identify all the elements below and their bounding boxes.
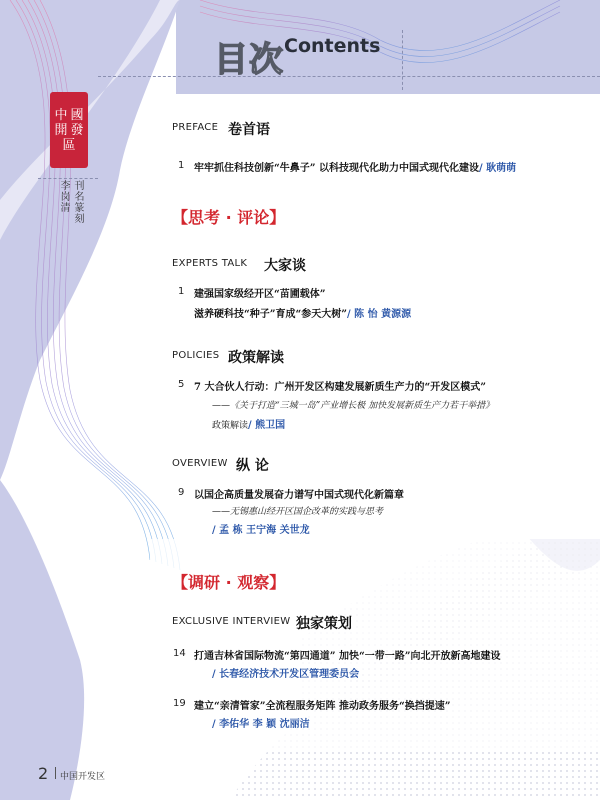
entry-subtitle: ——无锡惠山经开区国企改革的实践与思考 xyxy=(212,507,384,517)
page-title-en: Contents xyxy=(284,35,381,57)
entry-author: / 陈 怡 黄源源 xyxy=(347,309,412,320)
seal-char: 中 xyxy=(54,107,68,123)
header-guide-line xyxy=(98,76,600,77)
entry-title-line3[interactable]: 政策解读/ 熊卫国 xyxy=(212,420,286,431)
section-en-exclusive: EXCLUSIVE INTERVIEW xyxy=(172,616,291,627)
section-cn-preface: 卷首语 xyxy=(228,122,270,138)
seal-char: 國 xyxy=(70,107,84,123)
section-en-experts: EXPERTS TALK xyxy=(172,258,248,269)
page-title-cn: 目次 xyxy=(214,40,284,80)
seal-guide-line xyxy=(38,178,98,179)
footer-divider xyxy=(55,767,56,779)
entry-author: / 李佑华 李 颖 沈丽洁 xyxy=(212,719,310,730)
entry-title-line2[interactable]: 滋养硬科技“种子”育成“参天大树”/ 陈 怡 黄源源 xyxy=(194,309,412,320)
entry-author: / 孟 栋 王宁海 关世龙 xyxy=(212,525,310,536)
credit-line1: 刊名篆刻 xyxy=(72,180,83,224)
magazine-seal-logo xyxy=(50,92,88,168)
entry-title[interactable]: 牢牢抓住科技创新“牛鼻子” 以科技现代化助力中国式现代化建设/ 耿萌萌 xyxy=(194,163,517,174)
entry-author: / 耿萌萌 xyxy=(479,163,517,174)
section-cn-overview: 纵 论 xyxy=(236,458,269,474)
section-cn-policies: 政策解读 xyxy=(228,350,284,366)
entry-author: / 长春经济技术开发区管理委员会 xyxy=(212,669,360,680)
seal-char: 開 xyxy=(54,122,68,138)
section-en-policies: POLICIES xyxy=(172,350,220,361)
section-en-overview: OVERVIEW xyxy=(172,458,228,469)
entry-title[interactable]: 打通吉林省国际物流“第四通道” 加快“一带一路”向北开放新高地建设 xyxy=(194,651,501,662)
section-en-preface: PREFACE xyxy=(172,122,219,133)
header-guide-vertical xyxy=(402,30,403,90)
entry-author: / 熊卫国 xyxy=(248,420,286,431)
section-cn-experts: 大家谈 xyxy=(264,258,306,274)
category-heading-thinking: 【思考 · 评论】 xyxy=(172,208,286,227)
seal-char: 發 xyxy=(70,122,84,138)
seal-char: 區 xyxy=(62,137,76,153)
category-heading-research: 【调研 · 观察】 xyxy=(172,573,286,592)
entry-page: 14 xyxy=(173,648,186,659)
entry-title-line1[interactable]: 建强国家级经开区“苗圃载体” xyxy=(194,289,326,300)
entry-subtitle: ——《关于打造“三城一岛”产业增长极 加快发展新质生产力若干举措》 xyxy=(212,401,495,411)
entry-page: 1 xyxy=(178,160,185,171)
section-cn-exclusive: 独家策划 xyxy=(296,616,352,632)
entry-title-line1[interactable]: 以国企高质量发展奋力谱写中国式现代化新篇章 xyxy=(194,490,404,501)
entry-page: 1 xyxy=(178,286,185,297)
entry-page: 9 xyxy=(178,487,185,498)
entry-page: 19 xyxy=(173,698,186,709)
page-number: 2 xyxy=(38,764,49,783)
credit-line2: 李岗清 xyxy=(58,180,69,213)
entry-page: 5 xyxy=(178,379,185,390)
entry-title-line1[interactable]: 7 大合伙人行动：广州开发区构建发展新质生产力的“开发区模式” xyxy=(194,382,486,393)
magazine-name: 中国开发区 xyxy=(60,772,106,782)
entry-title[interactable]: 建立“亲清管家”全流程服务矩阵 推动政务服务“换挡提速” xyxy=(194,701,451,712)
